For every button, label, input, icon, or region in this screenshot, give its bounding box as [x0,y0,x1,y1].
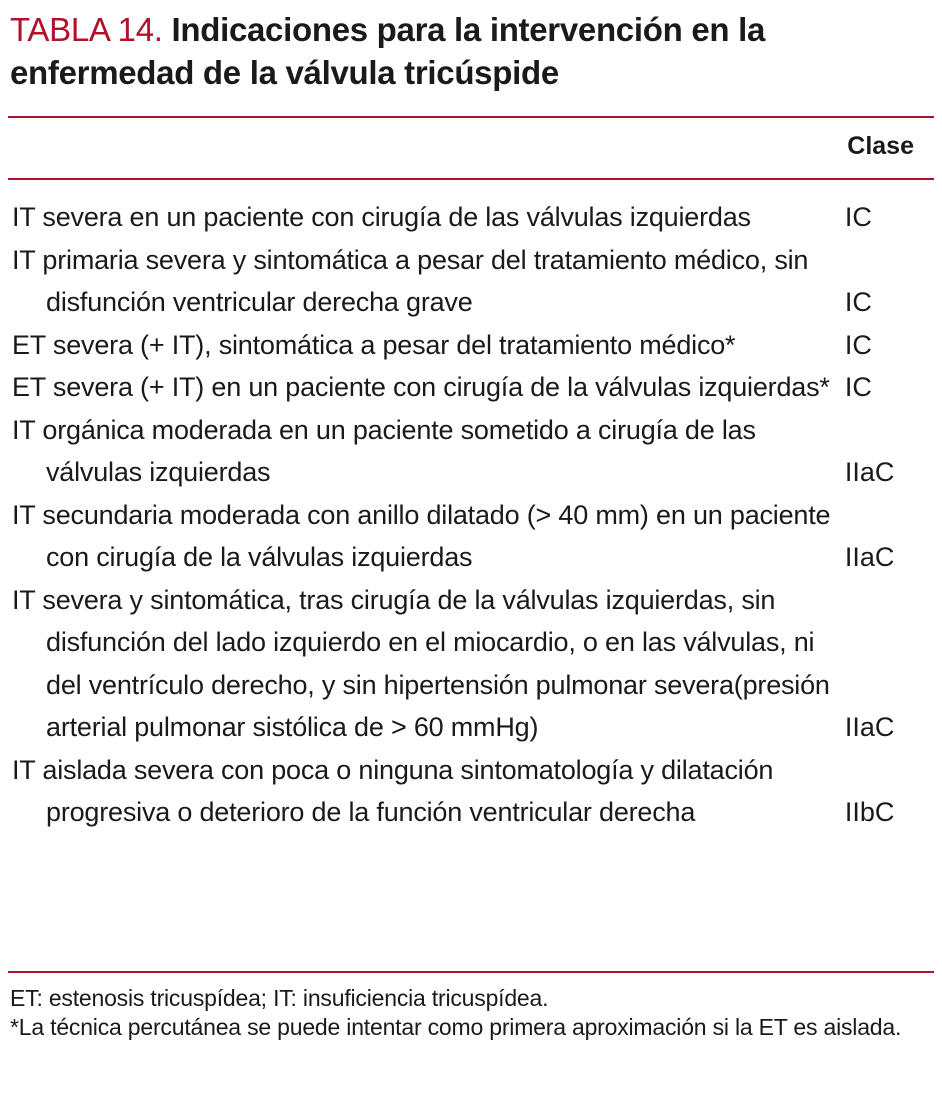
recommendation-class: IIbC [844,797,895,827]
recommendation-class: IC [844,372,872,402]
abbreviations-note: ET: estenosis tricuspídea; IT: insuficiencia tricuspídea. [10,985,549,1011]
indication-text: ET severa (+ IT), sintomática a pesar del tratamiento médico* [12,329,736,360]
indication-text: ET severa (+ IT) en un paciente con cirugía de la válvulas izquierdas* [12,372,830,402]
table-row [12,196,922,239]
class-column-header: Clase [847,132,914,160]
table-row [12,749,922,834]
top-rule [8,116,934,118]
indication-text: IT severa y sintomática, tras cirugía de la válvulas izquierdas, sin disfunción del lado izquierdo en el miocardio, o en las válvulas, ni del ventrículo derecho, y sin hipertensión pulmonar severa(presión arterial pulmonar sistólica de > 60 mmHg) [12,584,830,742]
recommendation-class: IC [844,287,872,317]
recommendation-class: IIaC [844,457,895,487]
table-title [10,8,930,94]
recommendation-class: IIaC [844,712,895,742]
recommendation-class: IC [844,329,872,360]
header-rule [8,178,934,180]
indication-text: IT orgánica moderada en un paciente sometido a cirugía de las válvulas izquierdas [12,414,756,487]
recommendation-class: IC [844,202,872,232]
table-row [12,366,922,409]
indication-text: IT aislada severa con poca o ninguna sintomatología y dilatación progresiva o deterioro de la función ventricular derecha [12,754,774,827]
indication-text: IT primaria severa y sintomática a pesar del tratamiento médico, sin disfunción ventricular derecha grave [12,244,809,317]
bottom-rule [8,971,934,973]
table-number: TABLA 14. [10,11,163,48]
table-row [12,409,922,494]
indication-text: IT severa en un paciente con cirugía de las válvulas izquierdas [12,202,751,232]
table-row [12,324,922,367]
indications-table-body [12,196,922,834]
indication-text: IT secundaria moderada con anillo dilatado (> 40 mm) en un paciente con cirugía de la válvulas izquierdas [12,499,831,572]
table-row [12,239,922,324]
table-row [12,494,922,579]
asterisk-note: *La técnica percutánea se puede intentar como primera aproximación si la ET es aislada. [10,1014,902,1040]
table-caption: Indicaciones para la intervención en la enfermedad de la válvula tricúspide [10,11,766,91]
table-row [12,579,922,749]
table-footnotes [10,984,934,1042]
recommendation-class: IIaC [844,542,895,572]
